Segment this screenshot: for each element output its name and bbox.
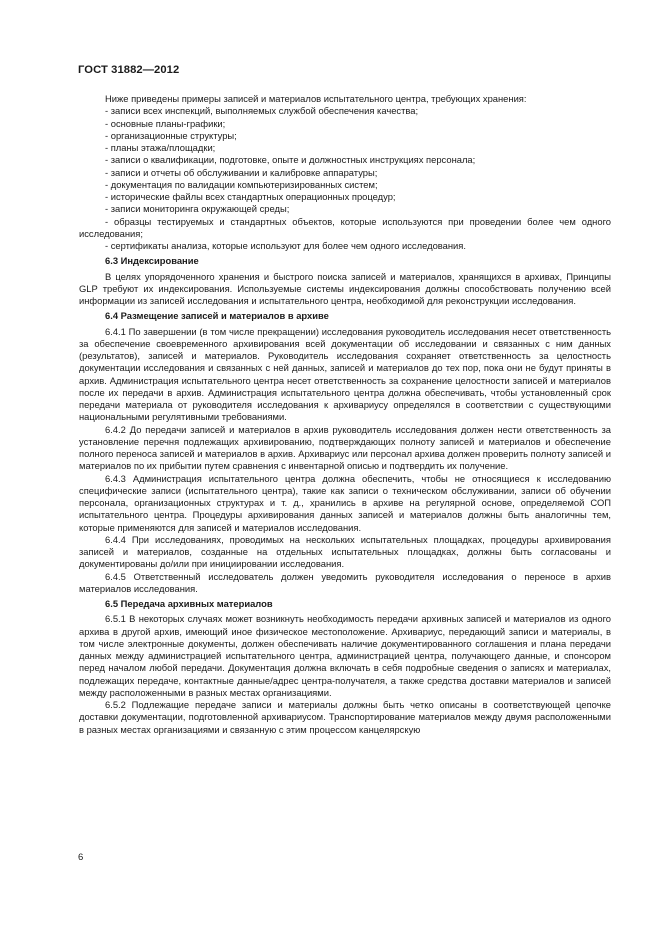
- paragraph-6-4-4: 6.4.4 При исследованиях, проводимых на нескольких испытательных площадках, процедуры архивирования записей и материалов, созданные на отдельных испытательных площадках, должны быть согласованы и документированы до/или при инициировании исследования.: [79, 533, 611, 570]
- document-header: ГОСТ 31882—2012: [78, 64, 180, 76]
- list-item: - записи мониторинга окружающей среды;: [105, 203, 290, 215]
- list-item: - планы этажа/площадки;: [105, 142, 216, 153]
- section-heading-6-5: 6.5 Передача архивных материалов: [105, 598, 273, 609]
- section-heading-6-3: 6.3 Индексирование: [105, 255, 199, 267]
- paragraph-6-3: В целях упорядоченного хранения и быстрого поиска записей и материалов, хранящихся в архивах, Принципы GLP требуют их индексирования. Используемые системы индексирования должны способствовать получению всей информации из записей исследования и испытательного центра, необходимой для реконструкции исследования.: [79, 270, 611, 306]
- paragraph-6-4-3: 6.4.3 Администрация испытательного центра должна обеспечить, чтобы не относящиеся к исследованию специфические записи (испытательного центра), такие как записи о техническом обслуживании, записи об обучении персонала, организационных структурах и т. д., хранились в архиве на регулярной основе, определяемой СОП испытательного центра. Процедуры архивирования данных записей и материалов должны быть аналогичны тем, которые применяются для записей и материалов исследования.: [79, 472, 611, 533]
- list-item: - документация по валидации компьютеризированных систем;: [105, 178, 378, 190]
- list-item: - исторические файлы всех стандартных операционных процедур;: [105, 191, 396, 202]
- list-item: - записи и отчеты об обслуживании и калибровке аппаратуры;: [105, 166, 378, 178]
- records-list: [79, 105, 611, 252]
- list-item: - сертификаты анализа, которые используют для более чем одного исследования.: [105, 240, 466, 251]
- paragraph-6-5-2: 6.5.2 Подлежащие передаче записи и материалы должны быть четко описаны в соответствующей цепочке доставки документации, подготовленной архивариусом. Транспортирование материалов между двумя расположенными в разных местах организациями и связанную с этим процессом канцелярскую: [79, 699, 611, 735]
- intro-paragraph: Ниже приведены примеры записей и материалов испытательного центра, требующих хранения:: [105, 93, 527, 104]
- paragraph-6-4-5: 6.4.5 Ответственный исследователь должен уведомить руководителя исследования о переносе в архив материалов исследования.: [79, 570, 611, 594]
- list-item: - записи о квалификации, подготовке, опыте и должностных инструкциях персонала;: [105, 154, 476, 166]
- list-item: - записи всех инспекций, выполняемых службой обеспечения качества;: [105, 105, 419, 117]
- section-heading-6-4: 6.4 Размещение записей и материалов в архиве: [105, 310, 329, 322]
- document-body: [79, 93, 611, 736]
- paragraph-6-5-1: 6.5.1 В некоторых случаях может возникнуть необходимость передачи архивных записей и материалов из одного архива в другой архив, имеющий иное физическое местоположение. Архивариус, передающий записи и материалы, в том числе электронные документы, должен обеспечивать наличие документированного соглашения и плана передачи данных между администрацией испытательного центра, администрацией центра, получающего данные, и спонсором перед началом любой передачи. Документация должна включать в себя подробные сведения о записях и материалах, подлежащих передаче, контактные данные/адрес центра-получателя, а также средства доставки материалов и записей между расположенными в разных местах организациями.: [79, 613, 611, 698]
- paragraph-6-4-2: 6.4.2 До передачи записей и материалов в архив руководитель исследования должен нести ответственность за установление перечня подлежащих архивированию, подтверждающих полноту записей и материалов и обеспечение полного переноса записей и материалов в архив. Архивариус или персонал архива должен проверить полноту записей и материалов по их прибытии путем сравнения с инвентарной описью и подтвердить их получение.: [79, 423, 611, 472]
- list-item: - организационные структуры;: [105, 129, 237, 141]
- page-number: 6: [78, 852, 84, 863]
- list-item: - образцы тестируемых и стандартных объектов, которые используются при проведении более чем одного исследования;: [79, 215, 611, 239]
- paragraph-6-4-1: 6.4.1 По завершении (в том числе прекращении) исследования руководитель исследования несет ответственность за обеспечение своевременного архивирования всей документации об исследовании и связанных с ним данных (результатов), записей и материалов. Руководитель исследования сохраняет ответственность за целостность документации исследования и связанных с ней данных, записей и материалов до тех пор, пока они не будут приняты в архив. Администрация испытательного центра несет ответственность за сохранение целостности записей и материалов после их передачи в архив. Администрация испытательного центра должна обеспечивать, чтобы установленный срок передачи материала от руководителя исследования к архивариусу определялся в соответствии с существующими национальными регулятивными требованиями.: [79, 325, 611, 423]
- list-item: - основные планы-графики;: [105, 117, 226, 129]
